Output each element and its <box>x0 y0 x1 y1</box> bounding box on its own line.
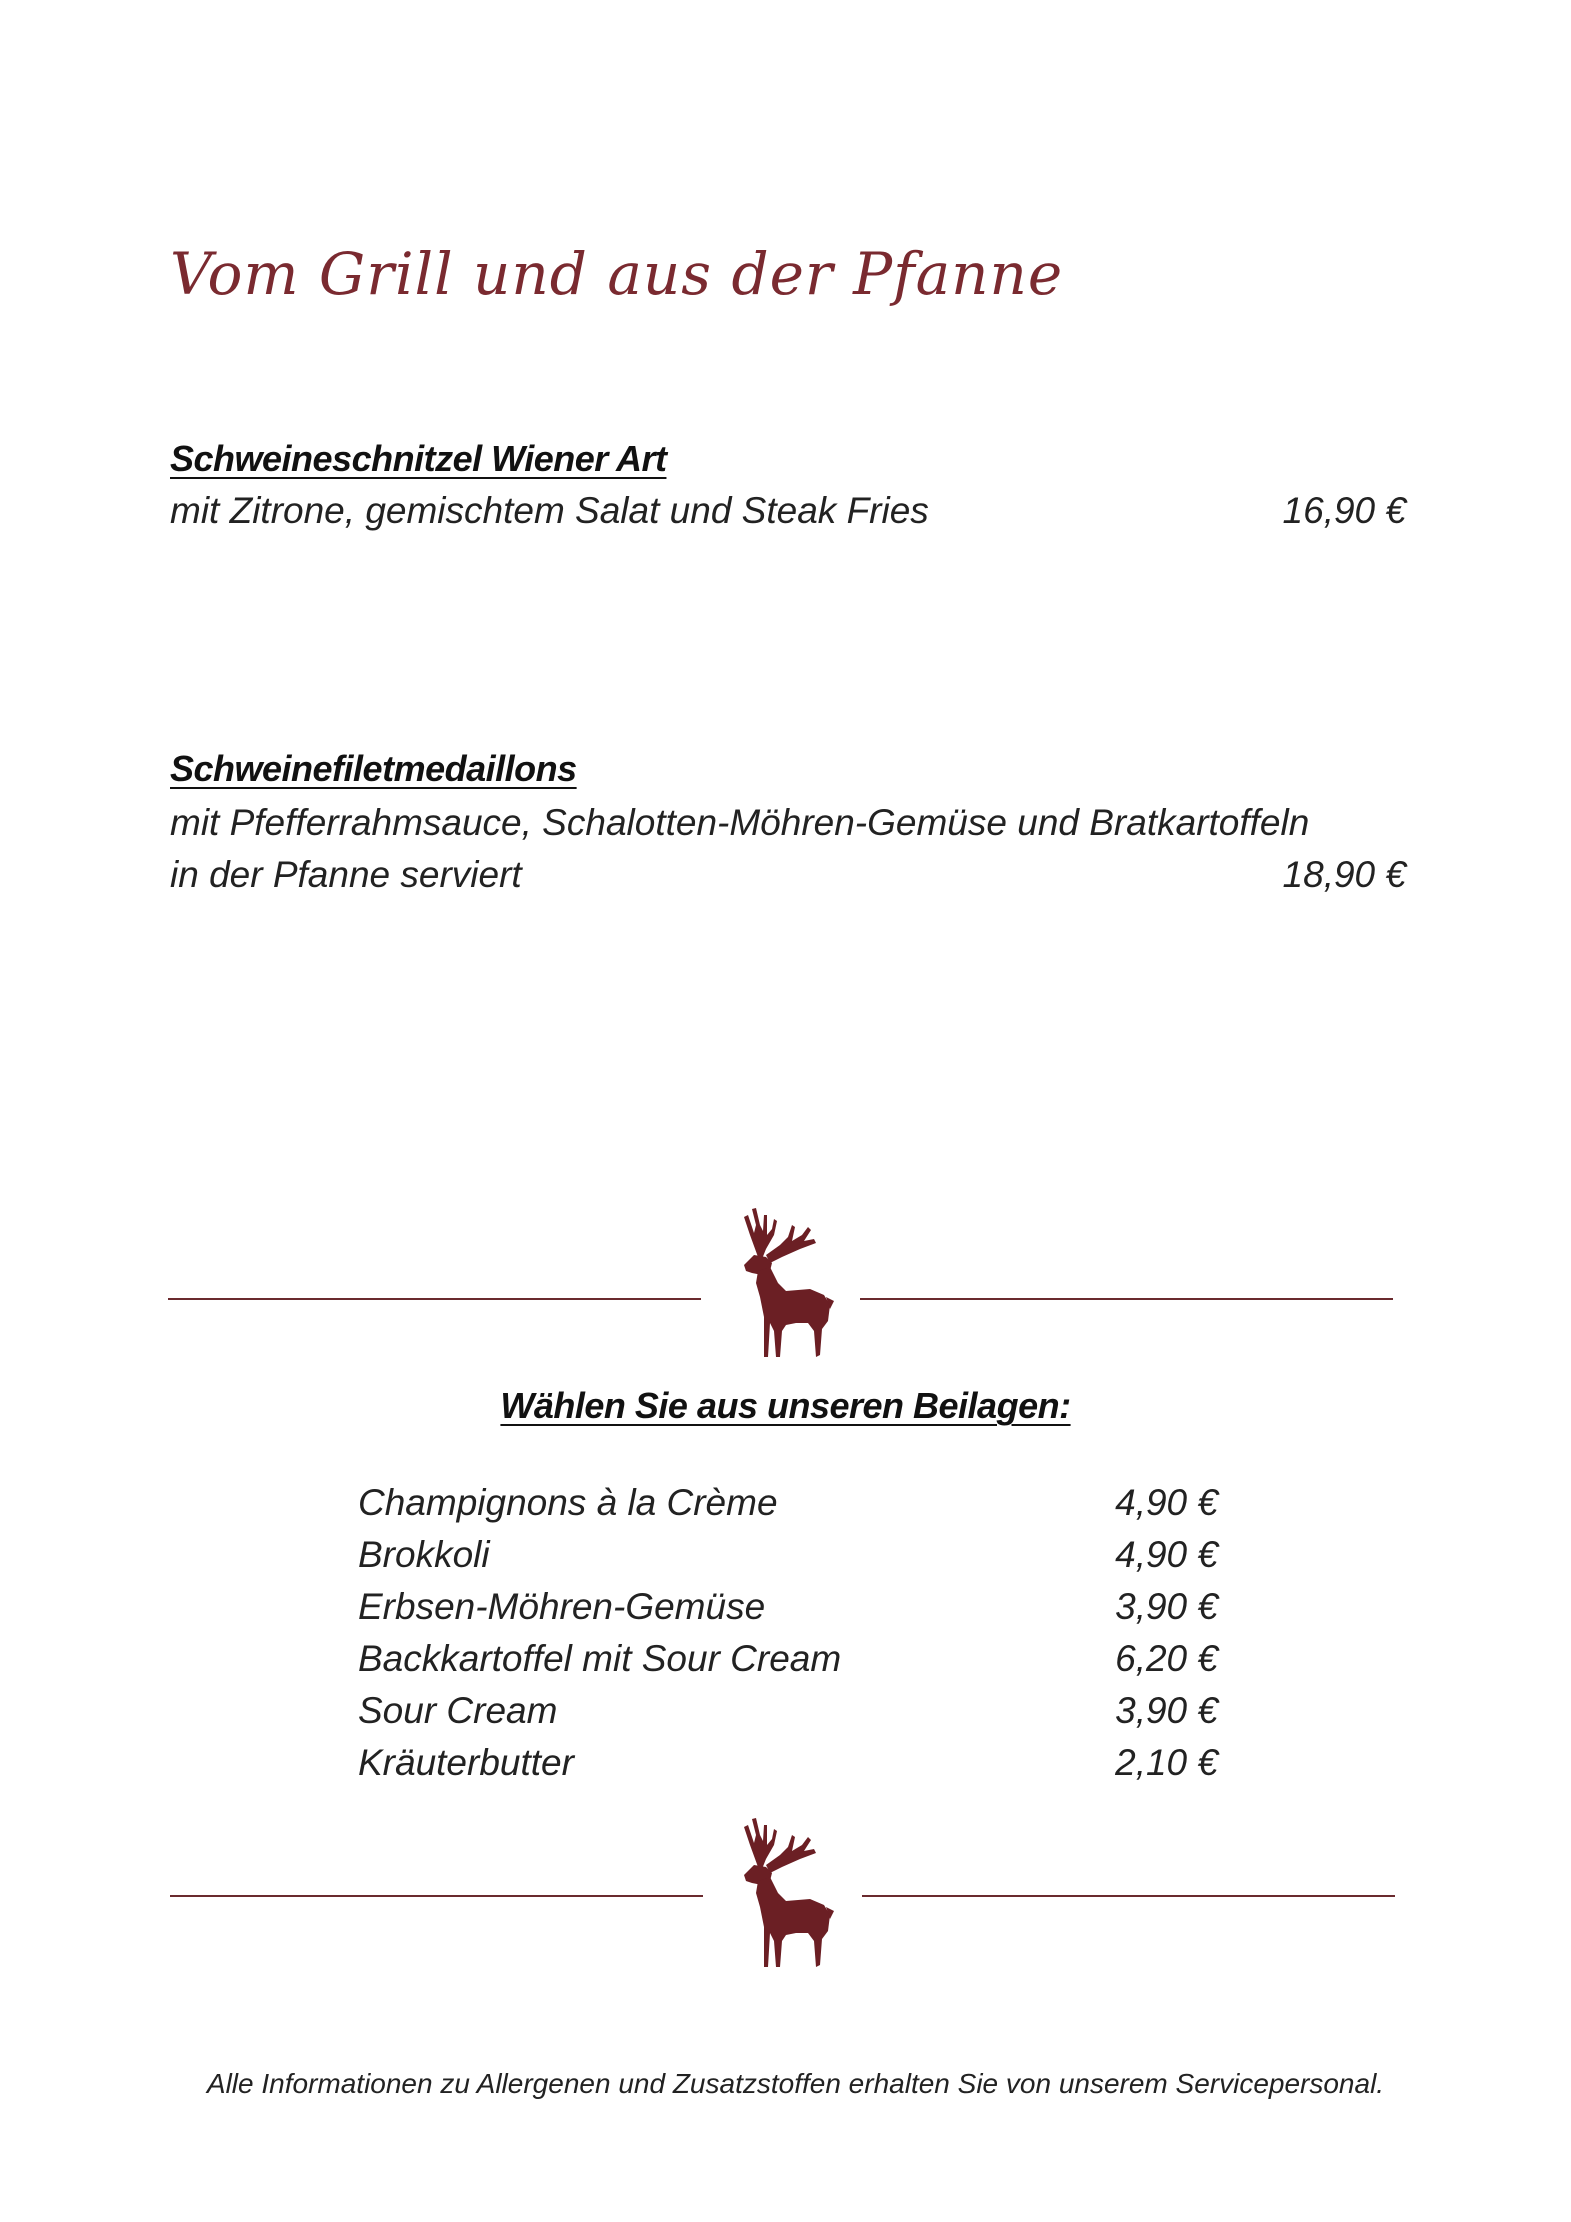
list-item <box>358 1586 1218 1638</box>
divider-line-right <box>862 1895 1395 1897</box>
side-price: 3,90 € <box>1115 1690 1218 1731</box>
side-name: Backkartoffel mit Sour Cream <box>358 1638 842 1679</box>
dish-price: 16,90 € <box>1282 490 1406 531</box>
list-item <box>358 1742 1218 1794</box>
divider-line-left <box>170 1895 703 1897</box>
dish-description: in der Pfanne serviert <box>170 854 522 895</box>
allergen-note: Alle Informationen zu Allergenen und Zusatzstoffen erhalten Sie von unserem Servicepersonal. <box>206 2068 1385 2099</box>
side-price: 3,90 € <box>1115 1586 1218 1627</box>
list-item <box>358 1638 1218 1690</box>
dish-name: Schweinefiletmedaillons <box>170 748 577 789</box>
sides-list <box>358 1482 1218 1794</box>
side-name: Erbsen-Möhren-Gemüse <box>358 1586 766 1627</box>
side-price: 4,90 € <box>1115 1534 1218 1575</box>
list-item <box>358 1534 1218 1586</box>
list-item <box>358 1690 1218 1742</box>
side-price: 2,10 € <box>1115 1742 1218 1783</box>
sides-heading: Wählen Sie aus unseren Beilagen: <box>500 1385 1071 1426</box>
dish-description: mit Pfefferrahmsauce, Schalotten-Möhren-Gemüse und Bratkartoffeln <box>170 802 1310 843</box>
side-name: Champignons à la Crème <box>358 1482 778 1523</box>
page-title: Vom Grill und aus der Pfanne <box>170 240 1064 308</box>
divider-line-left <box>168 1298 701 1300</box>
side-price: 6,20 € <box>1115 1638 1218 1679</box>
divider-line-right <box>860 1298 1393 1300</box>
side-name: Kräuterbutter <box>358 1742 574 1783</box>
side-name: Sour Cream <box>358 1690 558 1731</box>
list-item <box>358 1482 1218 1534</box>
stag-icon <box>730 1205 840 1365</box>
stag-icon <box>730 1815 840 1975</box>
dish-description: mit Zitrone, gemischtem Salat und Steak Fries <box>170 490 929 531</box>
dish-price: 18,90 € <box>1282 854 1406 895</box>
side-name: Brokkoli <box>358 1534 490 1575</box>
dish-name: Schweineschnitzel Wiener Art <box>170 438 667 479</box>
side-price: 4,90 € <box>1115 1482 1218 1523</box>
